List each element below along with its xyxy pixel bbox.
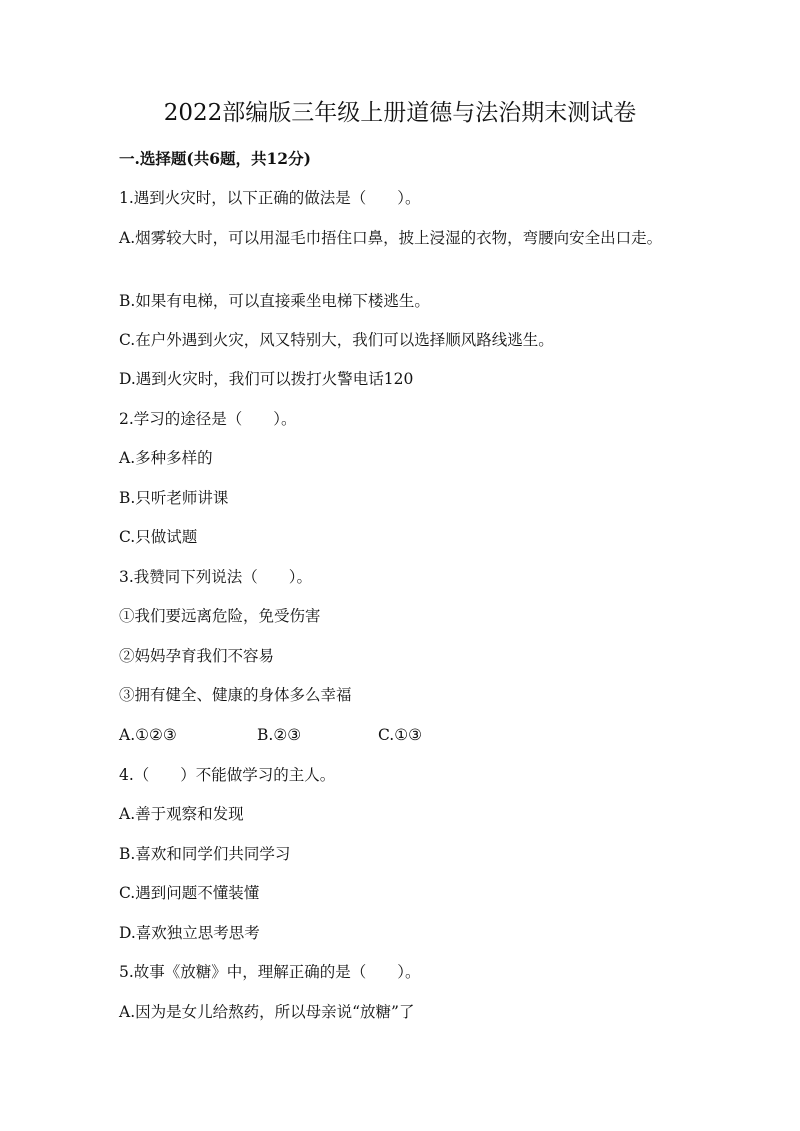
question-4-option-c: C.遇到问题不懂装懂 — [119, 884, 260, 902]
question-1-stem: 1.遇到火灾时，以下正确的做法是（ ）。 — [119, 189, 421, 207]
question-3-options-row — [119, 724, 689, 747]
section-heading: 一.选择题(共6题，共12分) — [119, 149, 311, 168]
question-4-option-d: D.喜欢独立思考思考 — [119, 924, 260, 942]
question-3-stem: 3.我赞同下列说法（ ）。 — [119, 568, 313, 586]
question-1-option-c: C.在户外遇到火灾，风又特别大，我们可以选择顺风路线逃生。 — [119, 331, 554, 349]
question-5-option-a: A.因为是女儿给熬药，所以母亲说“放糖”了 — [119, 1003, 415, 1021]
question-3-statement-3: ③拥有健全、健康的身体多么幸福 — [119, 686, 352, 704]
question-3-option-b: B.②③ — [257, 726, 302, 744]
question-2-option-a: A.多种多样的 — [119, 449, 213, 467]
page-title: 2022部编版三年级上册道德与法治期末测试卷 — [163, 100, 637, 126]
question-1-option-a: A.烟雾较大时，可以用湿毛巾捂住口鼻，披上浸湿的衣物，弯腰向安全出口走。 — [119, 229, 663, 247]
question-3-statement-1: ①我们要远离危险，免受伤害 — [119, 607, 321, 625]
question-3-statement-2: ②妈妈孕育我们不容易 — [119, 647, 275, 665]
question-3-option-a: A.①②③ — [119, 726, 177, 744]
question-2-stem: 2.学习的途径是（ ）。 — [119, 410, 297, 428]
question-4-option-b: B.喜欢和同学们共同学习 — [119, 845, 291, 863]
question-1-option-d: D.遇到火灾时，我们可以拨打火警电话120 — [119, 370, 414, 388]
question-5-stem: 5.故事《放糖》中，理解正确的是（ ）。 — [119, 963, 421, 981]
question-4-option-a: A.善于观察和发现 — [119, 805, 244, 823]
question-2-option-b: B.只听老师讲课 — [119, 489, 229, 507]
question-2-option-c: C.只做试题 — [119, 528, 198, 546]
question-4-stem: 4.（ ）不能做学习的主人。 — [119, 766, 336, 784]
question-3-option-c: C.①③ — [378, 726, 423, 744]
question-1-option-b: B.如果有电梯，可以直接乘坐电梯下楼逃生。 — [119, 292, 430, 310]
